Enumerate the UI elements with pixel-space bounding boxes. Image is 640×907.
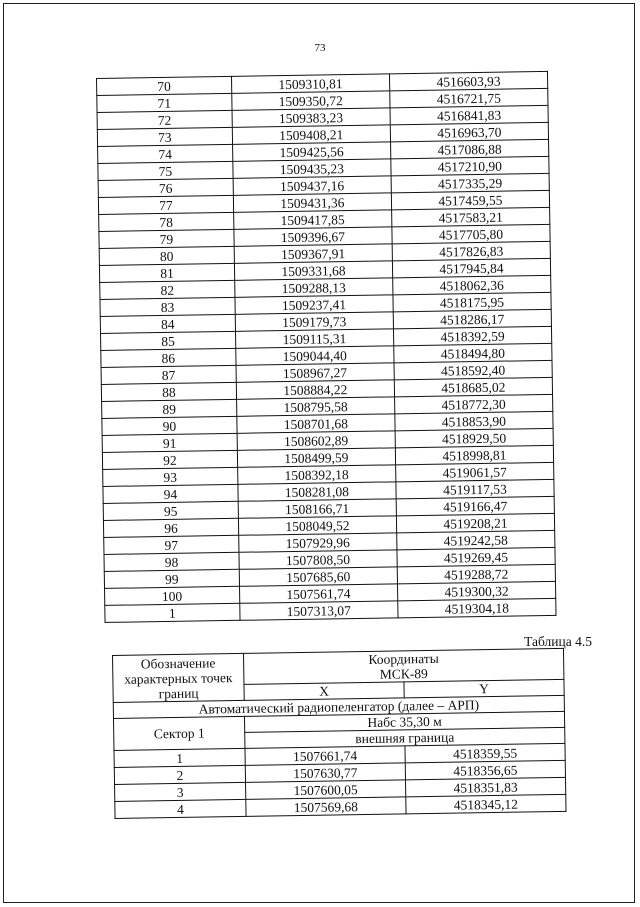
y-coordinate-cell: 4519208,21 — [396, 513, 554, 532]
point-number-cell: 74 — [98, 144, 233, 163]
x-coordinate-cell: 1507630,77 — [245, 763, 405, 783]
y-coordinate-cell: 4519166,47 — [396, 496, 554, 515]
y-coordinate-cell: 4517583,21 — [392, 207, 550, 226]
y-coordinate-cell: 4518853,90 — [395, 411, 553, 430]
y-coordinate-cell: 4518998,81 — [395, 445, 553, 464]
y-coordinate-cell: 4516841,83 — [390, 105, 548, 124]
x-coordinate-cell: 1508499,59 — [237, 448, 395, 467]
header-point-label: Обозначение характерных точек границ — [113, 653, 245, 702]
y-coordinate-cell: 4519269,45 — [397, 547, 555, 566]
y-coordinate-cell: 4519061,57 — [396, 462, 554, 481]
header-coord-system: МСК-89 — [379, 666, 428, 682]
y-coordinate-cell: 4518286,17 — [393, 309, 551, 328]
header-coords-title: Координаты — [368, 650, 439, 667]
point-number-cell: 100 — [105, 586, 240, 605]
x-coordinate-cell: 1507561,74 — [239, 584, 397, 603]
y-coordinate-cell: 4518345,12 — [406, 794, 566, 814]
x-coordinate-cell: 1509237,41 — [235, 295, 393, 314]
x-coordinate-cell: 1507808,50 — [239, 550, 397, 569]
x-coordinate-cell: 1508602,89 — [237, 431, 395, 450]
x-coordinate-cell: 1507685,60 — [239, 567, 397, 586]
y-coordinate-cell: 4517086,88 — [390, 139, 548, 158]
point-number-cell: 82 — [100, 280, 235, 299]
x-coordinate-cell: 1509396,67 — [234, 227, 392, 246]
y-coordinate-cell: 4517826,83 — [392, 241, 550, 260]
point-number-cell: 95 — [103, 501, 238, 520]
x-coordinate-cell: 1508049,52 — [238, 516, 396, 535]
y-coordinate-cell: 4519242,58 — [397, 530, 555, 549]
x-coordinate-cell: 1509350,72 — [232, 91, 390, 110]
x-coordinate-cell: 1508884,22 — [236, 380, 394, 399]
x-coordinate-cell: 1508392,18 — [237, 465, 395, 484]
point-number-cell: 3 — [115, 782, 246, 801]
header-coords — [243, 648, 563, 684]
y-coordinate-cell: 4517459,55 — [391, 190, 549, 209]
y-coordinate-cell: 4516721,75 — [390, 88, 548, 107]
x-coordinate-cell: 1509383,23 — [232, 108, 390, 127]
point-number-cell: 92 — [102, 450, 237, 469]
table-4-5 — [112, 648, 567, 819]
x-coordinate-cell: 1509115,31 — [235, 329, 393, 348]
y-coordinate-cell: 4519304,18 — [398, 598, 556, 617]
point-number-cell: 97 — [104, 535, 239, 554]
x-coordinate-cell: 1508166,71 — [238, 499, 396, 518]
y-coordinate-cell: 4516963,70 — [390, 122, 548, 141]
coordinates-table — [96, 71, 557, 623]
section-title: Автоматический радиопеленгатор (далее – АРП) — [113, 695, 564, 718]
y-coordinate-cell: 4519117,53 — [396, 479, 554, 498]
x-coordinate-cell: 1507600,05 — [246, 780, 406, 800]
header-y: Y — [404, 679, 564, 698]
x-coordinate-cell: 1509437,16 — [233, 176, 391, 195]
point-number-cell: 76 — [98, 178, 233, 197]
point-number-cell: 87 — [101, 365, 236, 384]
x-coordinate-cell: 1509044,40 — [236, 346, 394, 365]
table-caption: Таблица 4.5 — [524, 634, 592, 649]
x-coordinate-cell: 1507569,68 — [246, 797, 406, 817]
x-coordinate-cell: 1508281,08 — [238, 482, 396, 501]
point-number-cell: 96 — [103, 518, 238, 537]
x-coordinate-cell: 1509179,73 — [235, 312, 393, 331]
point-number-cell: 79 — [99, 229, 234, 248]
y-coordinate-cell: 4517210,90 — [391, 156, 549, 175]
y-coordinate-cell: 4519300,32 — [397, 581, 555, 600]
x-coordinate-cell: 1509417,85 — [233, 210, 391, 229]
x-coordinate-cell: 1507929,96 — [239, 533, 397, 552]
y-coordinate-cell: 4518359,55 — [405, 743, 565, 763]
point-number-cell: 1 — [114, 748, 245, 767]
y-coordinate-cell: 4518592,40 — [394, 360, 552, 379]
y-coordinate-cell: 4517945,84 — [392, 258, 550, 277]
x-coordinate-cell: 1509425,56 — [232, 142, 390, 161]
y-coordinate-cell: 4519288,72 — [397, 564, 555, 583]
x-coordinate-cell: 1509367,91 — [234, 244, 392, 263]
table-4-5-body — [113, 648, 567, 818]
x-coordinate-cell: 1507313,07 — [240, 601, 398, 620]
sector-label: Сектор 1 — [113, 716, 244, 750]
point-number-cell: 88 — [101, 382, 236, 401]
point-number-cell: 94 — [103, 484, 238, 503]
y-coordinate-cell: 4518772,30 — [394, 394, 552, 413]
page-number: 73 — [314, 42, 326, 54]
point-number-cell: 2 — [114, 765, 245, 784]
point-number-cell: 75 — [98, 161, 233, 180]
boundary-label: внешняя граница — [245, 727, 565, 748]
point-number-cell: 77 — [98, 195, 233, 214]
point-number-cell: 86 — [101, 348, 236, 367]
y-coordinate-cell: 4516603,93 — [389, 71, 547, 90]
x-coordinate-cell: 1509288,13 — [235, 278, 393, 297]
y-coordinate-cell: 4518685,02 — [394, 377, 552, 396]
point-number-cell: 89 — [102, 399, 237, 418]
y-coordinate-cell: 4518175,95 — [393, 292, 551, 311]
x-coordinate-cell: 1508795,58 — [236, 397, 394, 416]
y-coordinate-cell: 4517705,80 — [392, 224, 550, 243]
point-number-cell: 84 — [100, 314, 235, 333]
point-number-cell: 70 — [97, 76, 232, 95]
x-coordinate-cell: 1509431,36 — [233, 193, 391, 212]
x-coordinate-cell: 1509331,68 — [234, 261, 392, 280]
point-number-cell: 78 — [99, 212, 234, 231]
height-label: Набс 35,30 м — [244, 711, 564, 732]
y-coordinate-cell: 4518351,83 — [405, 777, 565, 797]
point-number-cell: 73 — [97, 127, 232, 146]
x-coordinate-cell: 1508967,27 — [236, 363, 394, 382]
point-number-cell: 99 — [104, 569, 239, 588]
point-number-cell: 80 — [99, 246, 234, 265]
header-x: X — [244, 682, 404, 701]
point-number-cell: 90 — [102, 416, 237, 435]
point-number-cell: 71 — [97, 93, 232, 112]
y-coordinate-cell: 4517335,29 — [391, 173, 549, 192]
x-coordinate-cell: 1507661,74 — [245, 746, 405, 766]
y-coordinate-cell: 4518494,80 — [394, 343, 552, 362]
point-number-cell: 1 — [105, 603, 240, 622]
point-number-cell: 93 — [103, 467, 238, 486]
x-coordinate-cell: 1509435,23 — [233, 159, 391, 178]
x-coordinate-cell: 1509310,81 — [231, 74, 389, 93]
x-coordinate-cell: 1509408,21 — [232, 125, 390, 144]
x-coordinate-cell: 1508701,68 — [237, 414, 395, 433]
y-coordinate-cell: 4518929,50 — [395, 428, 553, 447]
y-coordinate-cell: 4518356,65 — [405, 760, 565, 780]
point-number-cell: 98 — [104, 552, 239, 571]
coordinates-table-body — [97, 71, 556, 622]
point-number-cell: 81 — [99, 263, 234, 282]
y-coordinate-cell: 4518392,59 — [393, 326, 551, 345]
point-number-cell: 83 — [100, 297, 235, 316]
point-number-cell: 4 — [115, 799, 246, 818]
point-number-cell: 91 — [102, 433, 237, 452]
point-number-cell: 85 — [101, 331, 236, 350]
point-number-cell: 72 — [97, 110, 232, 129]
y-coordinate-cell: 4518062,36 — [393, 275, 551, 294]
